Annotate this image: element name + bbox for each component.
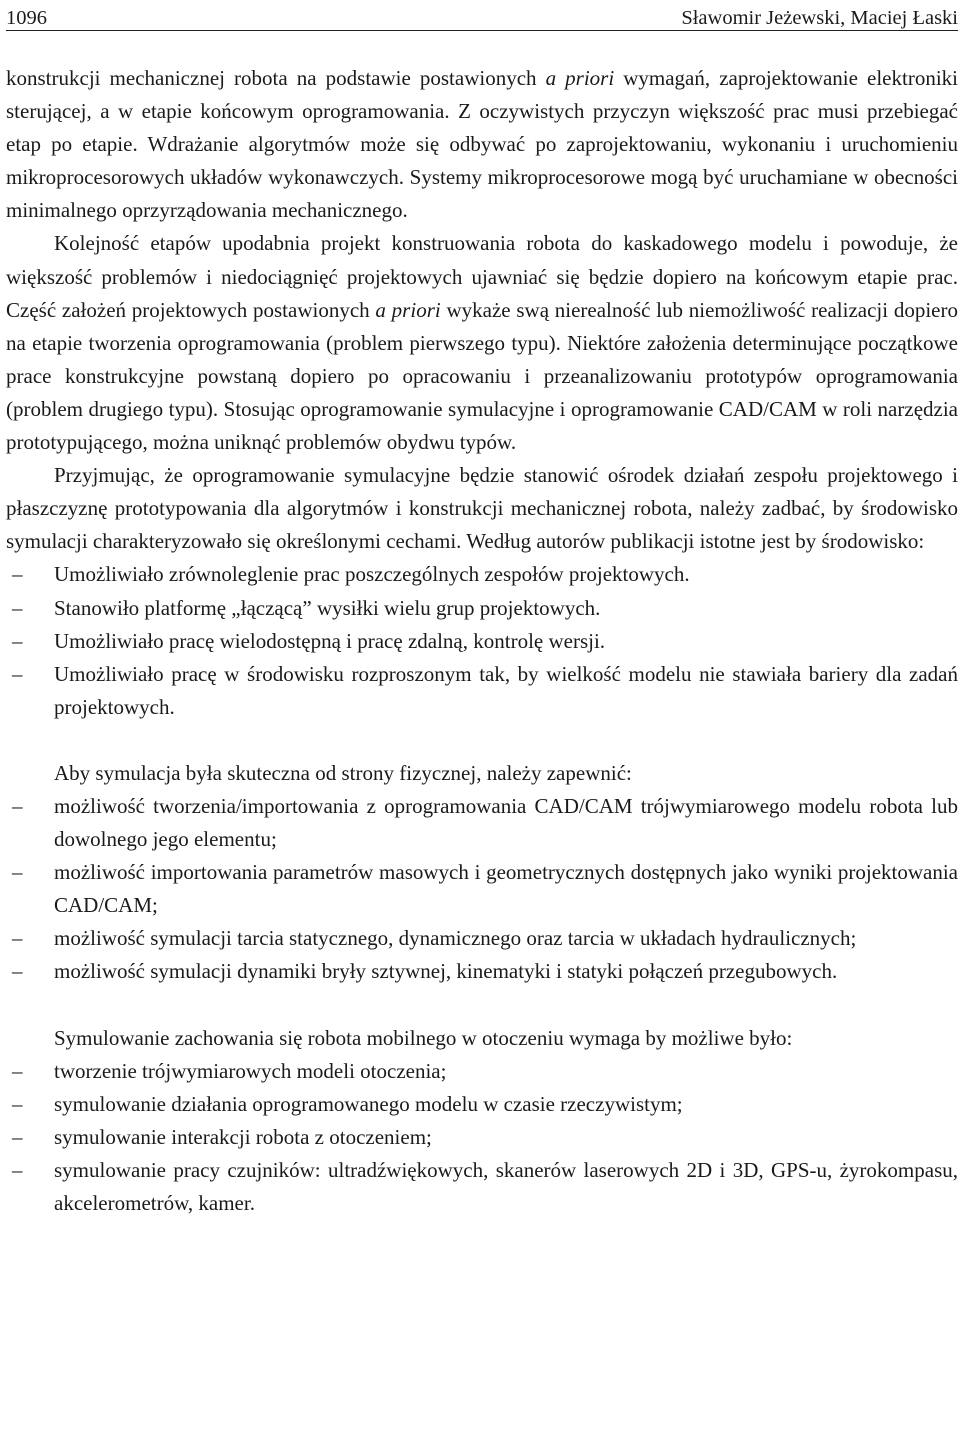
list-item: – Umożliwiało pracę wielodostępną i pracę zdalną, kontrolę wersji. bbox=[6, 625, 958, 658]
list-item: – Stanowiło platformę „łączącą” wysiłki wielu grup projektowych. bbox=[6, 592, 958, 625]
list-item: – symulowanie działania oprogramowanego modelu w czasie rzeczywistym; bbox=[6, 1088, 958, 1121]
requirements-list bbox=[6, 558, 958, 723]
dash-bullet: – bbox=[12, 959, 23, 984]
dash-bullet: – bbox=[12, 1091, 23, 1116]
paragraph-3: Przyjmując, że oprogramowanie symulacyjne będzie stanowić ośrodek działań zespołu projektowego i płaszczyznę prototypowania dla algorytmów i konstrukcji mechanicznej robota, należy zadbać, by środowisko symulacji charakteryzowało się określonymi cechami. Według autorów publikacji istotne jest by środowisko: bbox=[6, 463, 958, 554]
paragraph-gap bbox=[6, 989, 958, 1022]
physics-list bbox=[6, 790, 958, 989]
list-item: – symulowanie pracy czujników: ultradźwiękowych, skanerów laserowych 2D i 3D, GPS-u, żyrokompasu, akcelerometrów, kamer. bbox=[6, 1154, 958, 1220]
running-head bbox=[6, 0, 958, 31]
paragraph-2: Kolejność etapów upodabnia projekt konstruowania robota do kaskadowego modelu i powoduje, że większość problemów i niedociągnięć projektowych ujawniać się będzie dopiero na końcowym etapie prac. Część założeń projektowych postawionych a priori wykaże swą nierealność lub niemożliwość realizacji dopiero na etapie tworzenia oprogramowania (problem pierwszego typu). Niektóre założenia determinujące początkowe prace konstrukcyjne powstaną dopiero po opracowaniu i przeanalizowaniu prototypów oprogramowania (problem drugiego typu). Stosując oprogramowanie symulacyjne i oprogramowanie CAD/CAM w roli narzędzia prototypującego, można uniknąć problemów obydwu typów. bbox=[6, 231, 958, 455]
dash-bullet: – bbox=[12, 1058, 23, 1083]
list-item: – możliwość tworzenia/importowania z oprogramowania CAD/CAM trójwymiarowego modelu robota lub dowolnego jego elementu; bbox=[6, 790, 958, 856]
list-item: – możliwość symulacji dynamiki bryły sztywnej, kinematyki i statyki połączeń przegubowych. bbox=[6, 955, 958, 988]
list-item: – tworzenie trójwymiarowych modeli otoczenia; bbox=[6, 1055, 958, 1088]
paragraph-1: konstrukcji mechanicznej robota na podstawie postawionych a priori wymagań, zaprojektowanie elektroniki sterującej, a w etapie końcowym oprogramowania. Z oczywistych przyczyn większość prac musi przebiegać etap po etapie. Wdrażanie algorytmów może się odbywać po zaprojektowaniu, wykonaniu i uruchomieniu mikroprocesorowych układów wykonawczych. Systemy mikroprocesorowe mogą być uruchamiane w obecności minimalnego oprzyrządowania mechanicznego. bbox=[6, 66, 958, 223]
paragraph-5: Symulowanie zachowania się robota mobilnego w otoczeniu wymaga by możliwe było: bbox=[54, 1025, 793, 1050]
page-number: 1096 bbox=[6, 7, 47, 29]
environment-list bbox=[6, 1055, 958, 1220]
dash-bullet: – bbox=[12, 595, 23, 620]
list-item: – możliwość importowania parametrów masowych i geometrycznych dostępnych jako wyniki projektowania CAD/CAM; bbox=[6, 856, 958, 922]
dash-bullet: – bbox=[12, 926, 23, 951]
dash-bullet: – bbox=[12, 1157, 23, 1182]
body-text bbox=[6, 62, 958, 1220]
dash-bullet: – bbox=[12, 661, 23, 686]
dash-bullet: – bbox=[12, 562, 23, 587]
list-item: – symulowanie interakcji robota z otoczeniem; bbox=[6, 1121, 958, 1154]
running-head-authors: Sławomir Jeżewski, Maciej Łaski bbox=[681, 7, 958, 29]
emphasis-a-priori: a priori bbox=[375, 297, 441, 322]
list-item: – Umożliwiało pracę w środowisku rozproszonym tak, by wielkość modelu nie stawiała bariery dla zadań projektowych. bbox=[6, 658, 958, 724]
document-page bbox=[6, 0, 958, 1220]
paragraph-gap bbox=[6, 724, 958, 757]
emphasis-a-priori: a priori bbox=[545, 66, 615, 90]
list-item: – możliwość symulacji tarcia statycznego, dynamicznego oraz tarcia w układach hydraulicznych; bbox=[6, 922, 958, 955]
dash-bullet: – bbox=[12, 860, 23, 885]
dash-bullet: – bbox=[12, 793, 23, 818]
list-item: – Umożliwiało zrównoleglenie prac poszczególnych zespołów projektowych. bbox=[6, 558, 958, 591]
dash-bullet: – bbox=[12, 1124, 23, 1149]
paragraph-4: Aby symulacja była skuteczna od strony fizycznej, należy zapewnić: bbox=[54, 760, 632, 785]
dash-bullet: – bbox=[12, 628, 23, 653]
